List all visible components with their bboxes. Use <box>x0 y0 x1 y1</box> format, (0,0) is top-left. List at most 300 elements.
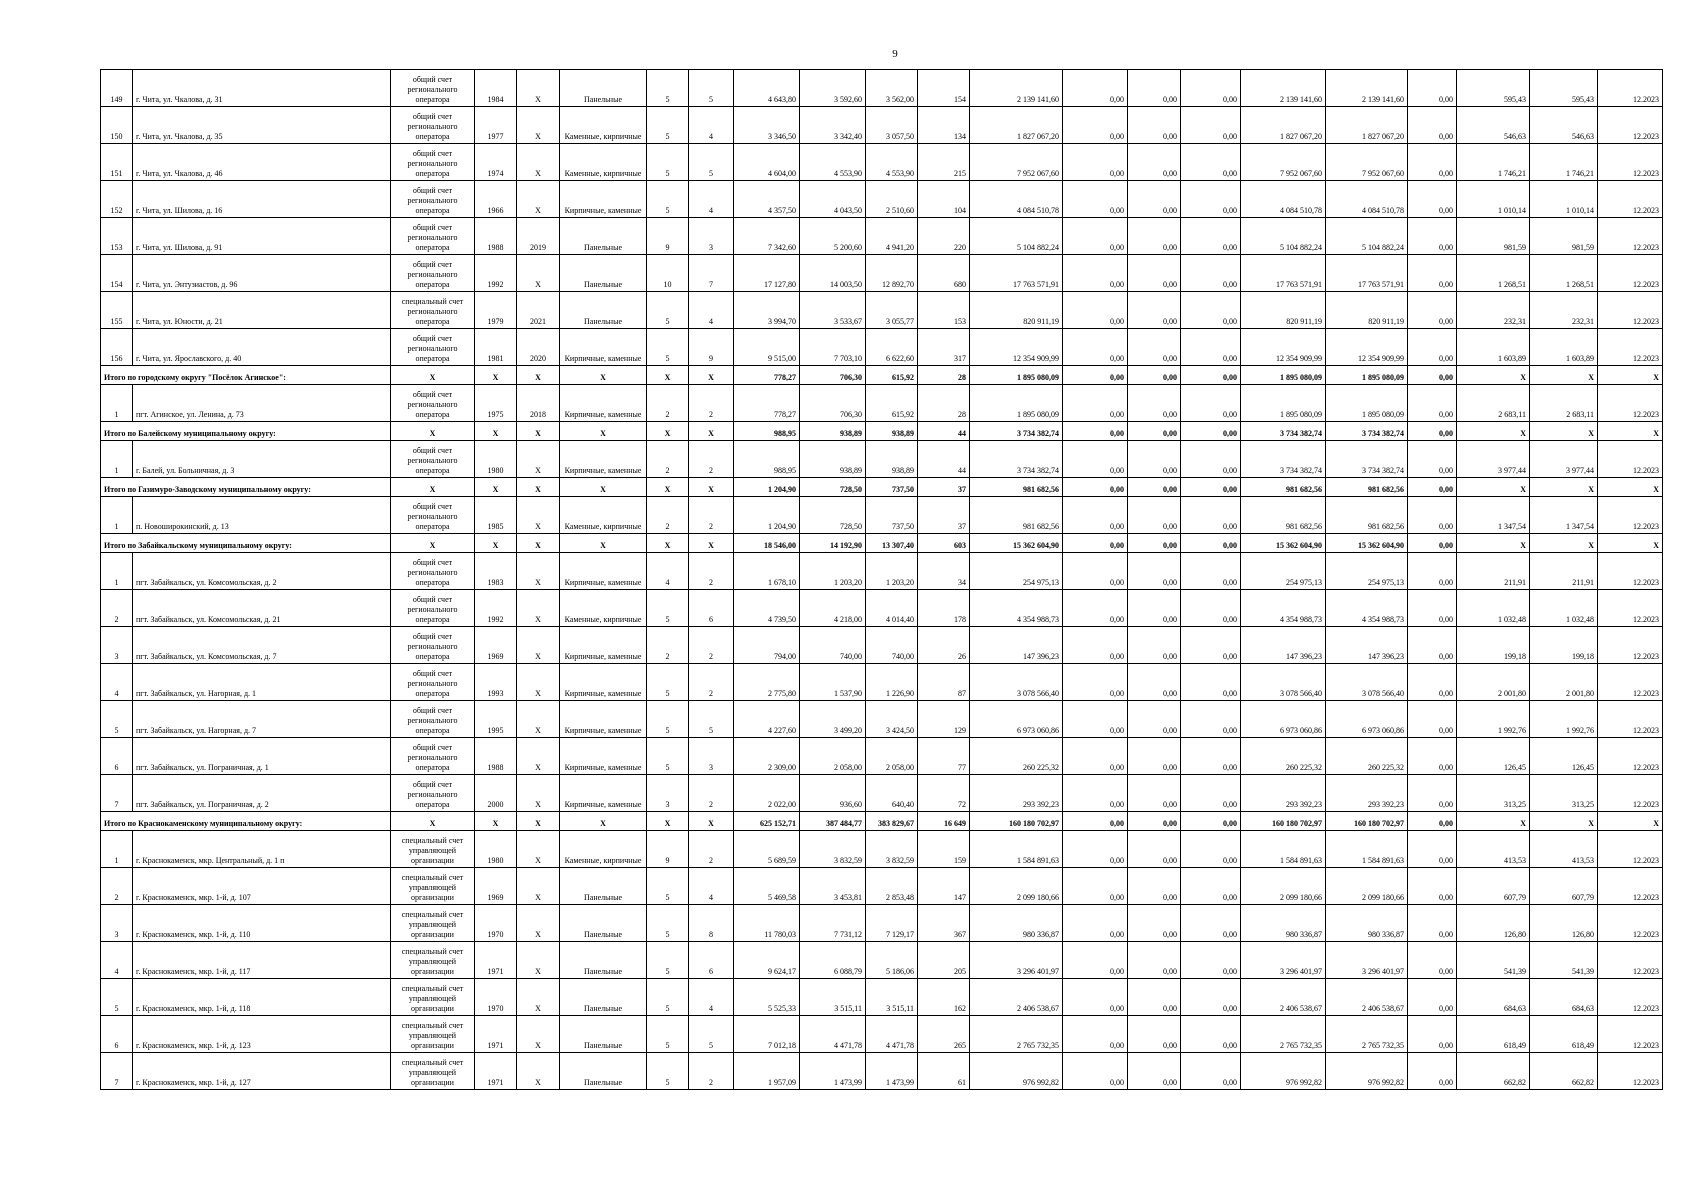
cell-regional-funds: 0,00 <box>1128 329 1181 366</box>
cell-year-renovated: X <box>517 144 560 181</box>
cell-local-funds: 0,00 <box>1181 701 1241 738</box>
cell-local-funds: 0,00 <box>1181 664 1241 701</box>
cell-total-area: 4 227,60 <box>734 701 800 738</box>
cell-premises-area: 938,89 <box>800 422 866 441</box>
cell-premises-area: 1 473,99 <box>800 1053 866 1090</box>
cell-account-type: общий счет регионального оператора <box>391 497 475 534</box>
cell-max-cost-per-sqm: 413,53 <box>1530 831 1598 868</box>
page-number: 9 <box>892 48 898 60</box>
cell-premises-area: 728,50 <box>800 478 866 497</box>
cell-floors: 10 <box>647 255 689 292</box>
cell-total-cost: 981 682,56 <box>970 497 1063 534</box>
cell-local-funds: 0,00 <box>1181 497 1241 534</box>
cell-wall-material: X <box>560 478 647 497</box>
cell-address: пгт. Агинское, ул. Ленина, д. 73 <box>133 385 391 422</box>
cell-federal-funds: 0,00 <box>1063 775 1128 812</box>
cell-other-funds: 0,00 <box>1408 181 1457 218</box>
cell-year-renovated: X <box>517 478 560 497</box>
cell-total-area: 3 994,70 <box>734 292 800 329</box>
cell-other-funds: 0,00 <box>1408 590 1457 627</box>
cell-year-built: X <box>475 422 517 441</box>
cell-completion-date: 12.2023 <box>1598 664 1663 701</box>
cell-premises-area: 936,60 <box>800 775 866 812</box>
cell-account-type: общий счет регионального оператора <box>391 218 475 255</box>
cell-row-number: 149 <box>101 70 133 107</box>
cell-cost-per-sqm: 981,59 <box>1457 218 1530 255</box>
cell-floors: X <box>647 366 689 385</box>
cell-row-number: 6 <box>101 1016 133 1053</box>
cell-cost-per-sqm: 1 603,89 <box>1457 329 1530 366</box>
cell-year-built: X <box>475 812 517 831</box>
cell-account-type: специальный счет управляющей организации <box>391 831 475 868</box>
cell-account-type: общий счет регионального оператора <box>391 553 475 590</box>
cell-floors: X <box>647 534 689 553</box>
cell-completion-date: 12.2023 <box>1598 385 1663 422</box>
cell-owners-funds: 17 763 571,91 <box>1241 255 1326 292</box>
cell-account-type: X <box>391 812 475 831</box>
table-row <box>101 70 1663 107</box>
cell-entrances: 9 <box>689 329 734 366</box>
cell-local-funds: 0,00 <box>1181 385 1241 422</box>
cell-federal-funds: 0,00 <box>1063 385 1128 422</box>
cell-local-funds: 0,00 <box>1181 775 1241 812</box>
total-row <box>101 366 1663 385</box>
cell-federal-funds: 0,00 <box>1063 497 1128 534</box>
cell-entrances: 4 <box>689 292 734 329</box>
cell-regional-funds: 0,00 <box>1128 534 1181 553</box>
cell-premises-area: 4 043,50 <box>800 181 866 218</box>
total-label: Итого по городскому округу "Посёлок Агинское": <box>101 366 391 385</box>
cell-federal-funds: 0,00 <box>1063 218 1128 255</box>
cell-owners-funds-total: 980 336,87 <box>1326 905 1408 942</box>
table-row <box>101 831 1663 868</box>
cell-entrances: 2 <box>689 441 734 478</box>
cell-year-built: X <box>475 534 517 553</box>
cell-owners-funds-total: 260 225,32 <box>1326 738 1408 775</box>
cell-local-funds: 0,00 <box>1181 255 1241 292</box>
cell-year-built: 1981 <box>475 329 517 366</box>
cell-premises-area: 728,50 <box>800 497 866 534</box>
cell-regional-funds: 0,00 <box>1128 366 1181 385</box>
cell-local-funds: 0,00 <box>1181 329 1241 366</box>
cell-total-cost: 3 296 401,97 <box>970 942 1063 979</box>
cell-max-cost-per-sqm: 313,25 <box>1530 775 1598 812</box>
cell-owners-funds-total: 981 682,56 <box>1326 478 1408 497</box>
cell-residential-area: 3 055,77 <box>866 292 918 329</box>
cell-completion-date: 12.2023 <box>1598 1053 1663 1090</box>
cell-entrances: 3 <box>689 218 734 255</box>
cell-owners-funds-total: 2 406 538,67 <box>1326 979 1408 1016</box>
cell-entrances: 2 <box>689 497 734 534</box>
cell-residential-area: 737,50 <box>866 497 918 534</box>
cell-premises-area: 14 003,50 <box>800 255 866 292</box>
cell-year-built: 1979 <box>475 292 517 329</box>
cell-address: пгт. Забайкальск, ул. Пограничная, д. 2 <box>133 775 391 812</box>
cell-cost-per-sqm: 199,18 <box>1457 627 1530 664</box>
cell-entrances: 2 <box>689 831 734 868</box>
cell-max-cost-per-sqm: 1 268,51 <box>1530 255 1598 292</box>
cell-residents: 26 <box>918 627 970 664</box>
cell-cost-per-sqm: 232,31 <box>1457 292 1530 329</box>
cell-residential-area: 1 473,99 <box>866 1053 918 1090</box>
cell-entrances: 6 <box>689 942 734 979</box>
cell-owners-funds: 980 336,87 <box>1241 905 1326 942</box>
cell-completion-date: 12.2023 <box>1598 497 1663 534</box>
cell-regional-funds: 0,00 <box>1128 979 1181 1016</box>
cell-floors: 5 <box>647 181 689 218</box>
cell-other-funds: 0,00 <box>1408 979 1457 1016</box>
cell-completion-date: 12.2023 <box>1598 553 1663 590</box>
cell-federal-funds: 0,00 <box>1063 255 1128 292</box>
cell-year-built: 1995 <box>475 701 517 738</box>
cell-address: г. Краснокаменск, мкр. Центральный, д. 1 п <box>133 831 391 868</box>
cell-account-type: специальный счет управляющей организации <box>391 1053 475 1090</box>
cell-max-cost-per-sqm: 199,18 <box>1530 627 1598 664</box>
cell-wall-material: Кирпичные, каменные <box>560 181 647 218</box>
cell-completion-date: X <box>1598 422 1663 441</box>
cell-year-built: 1966 <box>475 181 517 218</box>
cell-entrances: 4 <box>689 868 734 905</box>
cell-floors: 2 <box>647 441 689 478</box>
cell-account-type: специальный счет регионального оператора <box>391 292 475 329</box>
cell-wall-material: Кирпичные, каменные <box>560 627 647 664</box>
cell-premises-area: 387 484,77 <box>800 812 866 831</box>
cell-local-funds: 0,00 <box>1181 627 1241 664</box>
cell-year-renovated: 2021 <box>517 292 560 329</box>
cell-year-renovated: X <box>517 181 560 218</box>
cell-other-funds: 0,00 <box>1408 1016 1457 1053</box>
cell-residents: 77 <box>918 738 970 775</box>
cell-wall-material: X <box>560 422 647 441</box>
cell-year-renovated: X <box>517 831 560 868</box>
cell-owners-funds-total: 15 362 604,90 <box>1326 534 1408 553</box>
cell-federal-funds: 0,00 <box>1063 1053 1128 1090</box>
cell-owners-funds: 981 682,56 <box>1241 478 1326 497</box>
cell-completion-date: 12.2023 <box>1598 775 1663 812</box>
cell-regional-funds: 0,00 <box>1128 905 1181 942</box>
cell-address: г. Балей, ул. Больничная, д. 3 <box>133 441 391 478</box>
cell-federal-funds: 0,00 <box>1063 478 1128 497</box>
cell-floors: 5 <box>647 664 689 701</box>
cell-wall-material: Кирпичные, каменные <box>560 553 647 590</box>
cell-address: п. Новоширокинский, д. 13 <box>133 497 391 534</box>
cell-federal-funds: 0,00 <box>1063 627 1128 664</box>
cell-residential-area: 4 941,20 <box>866 218 918 255</box>
cell-account-type: специальный счет управляющей организации <box>391 905 475 942</box>
cell-total-area: 4 739,50 <box>734 590 800 627</box>
table-row <box>101 868 1663 905</box>
cell-entrances: 2 <box>689 627 734 664</box>
cell-local-funds: 0,00 <box>1181 366 1241 385</box>
cell-year-renovated: X <box>517 1016 560 1053</box>
cell-entrances: 5 <box>689 1016 734 1053</box>
cell-owners-funds-total: 5 104 882,24 <box>1326 218 1408 255</box>
cell-entrances: 2 <box>689 385 734 422</box>
cell-cost-per-sqm: X <box>1457 812 1530 831</box>
cell-cost-per-sqm: 211,91 <box>1457 553 1530 590</box>
cell-regional-funds: 0,00 <box>1128 478 1181 497</box>
cell-cost-per-sqm: 662,82 <box>1457 1053 1530 1090</box>
cell-completion-date: X <box>1598 534 1663 553</box>
cell-wall-material: Панельные <box>560 292 647 329</box>
cell-entrances: 4 <box>689 181 734 218</box>
cell-residential-area: 640,40 <box>866 775 918 812</box>
cell-wall-material: X <box>560 366 647 385</box>
cell-entrances: X <box>689 478 734 497</box>
cell-local-funds: 0,00 <box>1181 1016 1241 1053</box>
cell-year-renovated: X <box>517 701 560 738</box>
cell-year-renovated: X <box>517 1053 560 1090</box>
cell-federal-funds: 0,00 <box>1063 1016 1128 1053</box>
cell-address: г. Краснокаменск, мкр. 1-й, д. 117 <box>133 942 391 979</box>
table-row <box>101 255 1663 292</box>
cell-max-cost-per-sqm: 607,79 <box>1530 868 1598 905</box>
cell-entrances: X <box>689 366 734 385</box>
cell-owners-funds: 293 392,23 <box>1241 775 1326 812</box>
cell-cost-per-sqm: X <box>1457 422 1530 441</box>
cell-total-cost: 293 392,23 <box>970 775 1063 812</box>
cell-owners-funds: 3 296 401,97 <box>1241 942 1326 979</box>
cell-other-funds: 0,00 <box>1408 1053 1457 1090</box>
cell-row-number: 1 <box>101 441 133 478</box>
cell-completion-date: 12.2023 <box>1598 905 1663 942</box>
cell-year-built: 1983 <box>475 553 517 590</box>
cell-other-funds: 0,00 <box>1408 329 1457 366</box>
table-row <box>101 553 1663 590</box>
total-label: Итого по Газимуро-Заводскому муниципальному округу: <box>101 478 391 497</box>
cell-row-number: 4 <box>101 942 133 979</box>
cell-total-area: 778,27 <box>734 385 800 422</box>
cell-owners-funds: 1 895 080,09 <box>1241 385 1326 422</box>
cell-completion-date: 12.2023 <box>1598 831 1663 868</box>
cell-year-built: 1988 <box>475 218 517 255</box>
table-row <box>101 701 1663 738</box>
cell-owners-funds: 12 354 909,99 <box>1241 329 1326 366</box>
cell-federal-funds: 0,00 <box>1063 144 1128 181</box>
cell-wall-material: Кирпичные, каменные <box>560 385 647 422</box>
cell-residents: 37 <box>918 497 970 534</box>
cell-max-cost-per-sqm: 541,39 <box>1530 942 1598 979</box>
cell-completion-date: 12.2023 <box>1598 1016 1663 1053</box>
cell-regional-funds: 0,00 <box>1128 553 1181 590</box>
cell-row-number: 155 <box>101 292 133 329</box>
cell-completion-date: 12.2023 <box>1598 255 1663 292</box>
cell-residents: 154 <box>918 70 970 107</box>
cell-wall-material: Панельные <box>560 979 647 1016</box>
cell-total-cost: 12 354 909,99 <box>970 329 1063 366</box>
cell-wall-material: Кирпичные, каменные <box>560 329 647 366</box>
cell-other-funds: 0,00 <box>1408 366 1457 385</box>
cell-floors: 2 <box>647 627 689 664</box>
cell-local-funds: 0,00 <box>1181 422 1241 441</box>
cell-residential-area: 12 892,70 <box>866 255 918 292</box>
cell-wall-material: Кирпичные, каменные <box>560 701 647 738</box>
cell-total-cost: 4 354 988,73 <box>970 590 1063 627</box>
cell-federal-funds: 0,00 <box>1063 553 1128 590</box>
cell-cost-per-sqm: 126,80 <box>1457 905 1530 942</box>
cell-year-renovated: X <box>517 590 560 627</box>
cell-max-cost-per-sqm: X <box>1530 422 1598 441</box>
cell-year-renovated: X <box>517 905 560 942</box>
cell-other-funds: 0,00 <box>1408 385 1457 422</box>
cell-address: г. Чита, ул. Ярославского, д. 40 <box>133 329 391 366</box>
cell-premises-area: 740,00 <box>800 627 866 664</box>
cell-floors: 9 <box>647 218 689 255</box>
total-row <box>101 534 1663 553</box>
cell-year-renovated: X <box>517 553 560 590</box>
cell-address: г. Чита, ул. Чкалова, д. 31 <box>133 70 391 107</box>
cell-residential-area: 4 014,40 <box>866 590 918 627</box>
cell-total-cost: 1 895 080,09 <box>970 366 1063 385</box>
cell-year-built: 1980 <box>475 831 517 868</box>
cell-floors: X <box>647 478 689 497</box>
cell-year-built: 1969 <box>475 627 517 664</box>
cell-completion-date: 12.2023 <box>1598 218 1663 255</box>
cell-total-area: 988,95 <box>734 422 800 441</box>
cell-year-renovated: X <box>517 534 560 553</box>
cell-other-funds: 0,00 <box>1408 553 1457 590</box>
cell-year-built: 1971 <box>475 1016 517 1053</box>
cell-completion-date: 12.2023 <box>1598 627 1663 664</box>
cell-residents: 367 <box>918 905 970 942</box>
cell-owners-funds: 3 078 566,40 <box>1241 664 1326 701</box>
cell-owners-funds: 820 911,19 <box>1241 292 1326 329</box>
cell-max-cost-per-sqm: 126,80 <box>1530 905 1598 942</box>
cell-address: г. Чита, ул. Юности, д. 21 <box>133 292 391 329</box>
cell-premises-area: 14 192,90 <box>800 534 866 553</box>
cell-residents: 680 <box>918 255 970 292</box>
cell-row-number: 151 <box>101 144 133 181</box>
cell-completion-date: 12.2023 <box>1598 701 1663 738</box>
cell-row-number: 150 <box>101 107 133 144</box>
cell-premises-area: 4 471,78 <box>800 1016 866 1053</box>
cell-entrances: X <box>689 534 734 553</box>
cell-year-built: 1993 <box>475 664 517 701</box>
cell-account-type: общий счет регионального оператора <box>391 107 475 144</box>
cell-total-cost: 1 827 067,20 <box>970 107 1063 144</box>
cell-regional-funds: 0,00 <box>1128 441 1181 478</box>
cell-address: пгт. Забайкальск, ул. Комсомольская, д. 21 <box>133 590 391 627</box>
cell-total-area: 11 780,03 <box>734 905 800 942</box>
cell-floors: 5 <box>647 738 689 775</box>
cell-owners-funds-total: 3 296 401,97 <box>1326 942 1408 979</box>
cell-residential-area: 615,92 <box>866 366 918 385</box>
cell-regional-funds: 0,00 <box>1128 775 1181 812</box>
cell-address: г. Краснокаменск, мкр. 1-й, д. 127 <box>133 1053 391 1090</box>
cell-owners-funds-total: 981 682,56 <box>1326 497 1408 534</box>
cell-owners-funds: 2 139 141,60 <box>1241 70 1326 107</box>
cell-other-funds: 0,00 <box>1408 831 1457 868</box>
cell-regional-funds: 0,00 <box>1128 292 1181 329</box>
cell-premises-area: 7 731,12 <box>800 905 866 942</box>
cell-owners-funds-total: 1 895 080,09 <box>1326 385 1408 422</box>
cell-residents: 44 <box>918 422 970 441</box>
cell-federal-funds: 0,00 <box>1063 590 1128 627</box>
cell-premises-area: 706,30 <box>800 366 866 385</box>
cell-total-area: 1 678,10 <box>734 553 800 590</box>
cell-year-renovated: 2019 <box>517 218 560 255</box>
cell-year-renovated: X <box>517 812 560 831</box>
cell-residential-area: 4 553,90 <box>866 144 918 181</box>
cell-address: г. Чита, ул. Чкалова, д. 46 <box>133 144 391 181</box>
cell-total-area: 5 469,58 <box>734 868 800 905</box>
cell-premises-area: 3 533,67 <box>800 292 866 329</box>
cell-account-type: общий счет регионального оператора <box>391 70 475 107</box>
cell-year-built: 1992 <box>475 255 517 292</box>
cell-address: г. Краснокаменск, мкр. 1-й, д. 123 <box>133 1016 391 1053</box>
cell-cost-per-sqm: 595,43 <box>1457 70 1530 107</box>
cell-residents: 129 <box>918 701 970 738</box>
cell-premises-area: 6 088,79 <box>800 942 866 979</box>
cell-completion-date: 12.2023 <box>1598 329 1663 366</box>
cell-residents: 265 <box>918 1016 970 1053</box>
cell-wall-material: Кирпичные, каменные <box>560 664 647 701</box>
cell-row-number: 2 <box>101 868 133 905</box>
cell-year-built: 1970 <box>475 905 517 942</box>
cell-cost-per-sqm: 1 992,76 <box>1457 701 1530 738</box>
cell-owners-funds-total: 293 392,23 <box>1326 775 1408 812</box>
cell-max-cost-per-sqm: 232,31 <box>1530 292 1598 329</box>
cell-federal-funds: 0,00 <box>1063 942 1128 979</box>
cell-residential-area: 615,92 <box>866 385 918 422</box>
cell-other-funds: 0,00 <box>1408 255 1457 292</box>
cell-year-renovated: X <box>517 868 560 905</box>
cell-total-cost: 7 952 067,60 <box>970 144 1063 181</box>
cell-completion-date: X <box>1598 812 1663 831</box>
cell-regional-funds: 0,00 <box>1128 738 1181 775</box>
cell-other-funds: 0,00 <box>1408 701 1457 738</box>
cell-other-funds: 0,00 <box>1408 107 1457 144</box>
cell-premises-area: 3 515,11 <box>800 979 866 1016</box>
cell-address: пгт. Забайкальск, ул. Комсомольская, д. 7 <box>133 627 391 664</box>
cell-residents: 178 <box>918 590 970 627</box>
cell-account-type: общий счет регионального оператора <box>391 701 475 738</box>
cell-year-renovated: X <box>517 942 560 979</box>
cell-row-number: 152 <box>101 181 133 218</box>
cell-max-cost-per-sqm: X <box>1530 366 1598 385</box>
cell-completion-date: 12.2023 <box>1598 942 1663 979</box>
cell-local-funds: 0,00 <box>1181 218 1241 255</box>
cell-year-renovated: X <box>517 441 560 478</box>
cell-year-built: 1984 <box>475 70 517 107</box>
cell-entrances: 2 <box>689 553 734 590</box>
cell-cost-per-sqm: 1 010,14 <box>1457 181 1530 218</box>
cell-max-cost-per-sqm: 546,63 <box>1530 107 1598 144</box>
cell-owners-funds-total: 1 584 891,63 <box>1326 831 1408 868</box>
cell-year-renovated: X <box>517 255 560 292</box>
cell-regional-funds: 0,00 <box>1128 144 1181 181</box>
cell-residents: 87 <box>918 664 970 701</box>
cell-account-type: общий счет регионального оператора <box>391 144 475 181</box>
cell-year-renovated: X <box>517 979 560 1016</box>
cell-year-built: 1971 <box>475 942 517 979</box>
cell-row-number: 154 <box>101 255 133 292</box>
cell-total-cost: 980 336,87 <box>970 905 1063 942</box>
cell-local-funds: 0,00 <box>1181 831 1241 868</box>
cell-address: г. Краснокаменск, мкр. 1-й, д. 110 <box>133 905 391 942</box>
cell-entrances: X <box>689 422 734 441</box>
cell-wall-material: Панельные <box>560 1053 647 1090</box>
cell-other-funds: 0,00 <box>1408 218 1457 255</box>
cell-account-type: специальный счет управляющей организации <box>391 1016 475 1053</box>
cell-address: пгт. Забайкальск, ул. Комсомольская, д. 2 <box>133 553 391 590</box>
cell-total-cost: 3 734 382,74 <box>970 441 1063 478</box>
cell-account-type: общий счет регионального оператора <box>391 627 475 664</box>
cell-total-area: 5 689,59 <box>734 831 800 868</box>
cell-total-area: 2 309,00 <box>734 738 800 775</box>
cell-account-type: специальный счет управляющей организации <box>391 979 475 1016</box>
table-row <box>101 181 1663 218</box>
